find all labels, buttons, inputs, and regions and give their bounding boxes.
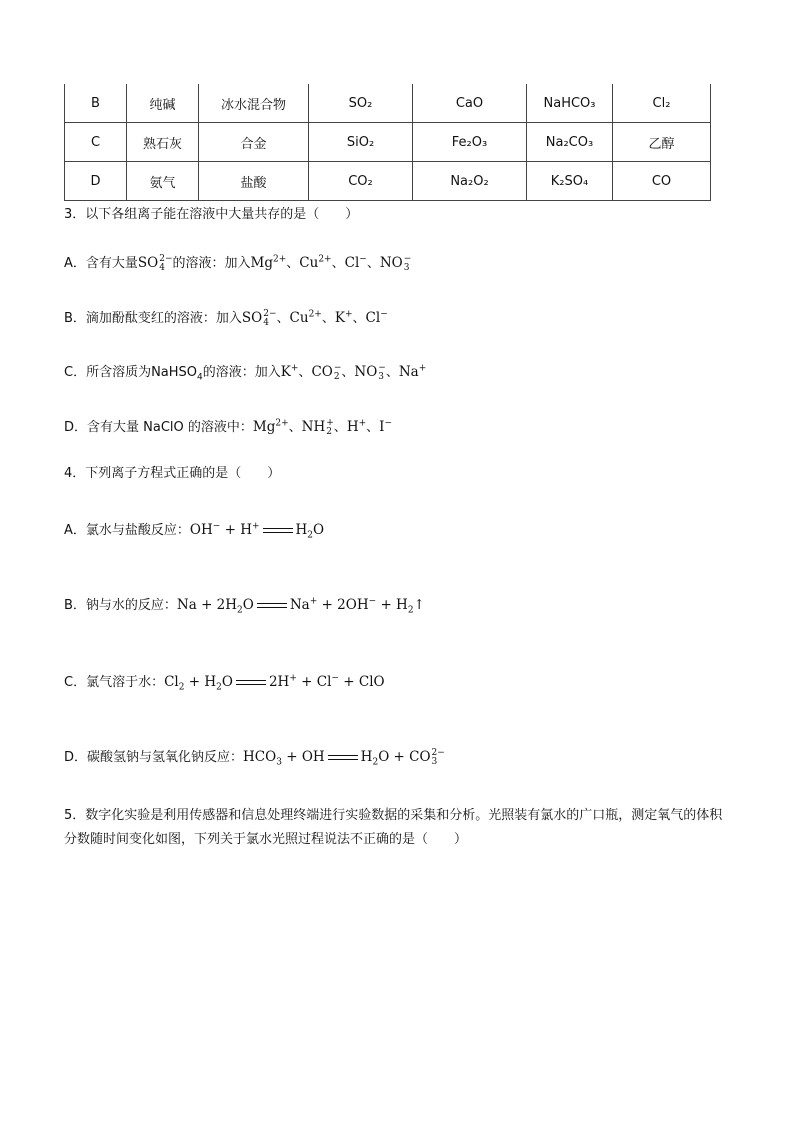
separator: 、 bbox=[366, 256, 380, 271]
q3-option-d: D．含有大量 NaClO 的溶液中：$Mg^{2+}$、NH + 2 、H+、I− bbox=[64, 418, 393, 437]
separator: 、 bbox=[333, 420, 347, 435]
equals-sign bbox=[328, 755, 358, 760]
table-cell: 冰水混合物 bbox=[199, 84, 309, 123]
option-prefix: A．氯水与盐酸反应： bbox=[64, 523, 190, 538]
option-mid: 的溶液：加入 bbox=[202, 365, 281, 380]
q3-option-b: B．滴加酚酞变红的溶液：加入SO 2− 4 、$Cu^{2+}$、K+、Cl− bbox=[64, 309, 388, 328]
separator: 、 bbox=[286, 256, 300, 271]
separator: 、 bbox=[341, 365, 355, 380]
q3-option-c: C．所含溶质为NaHSO$_4$的溶液：加入K+、CO − 2 、NO − 3 、Na+ bbox=[64, 363, 427, 383]
separator: 、 bbox=[331, 256, 345, 271]
option-prefix: A．含有大量 bbox=[64, 256, 138, 271]
separator: 、 bbox=[366, 420, 380, 435]
separator: 、 bbox=[288, 420, 302, 435]
table-cell: Na₂CO₃ bbox=[527, 123, 613, 162]
table-row bbox=[65, 162, 711, 201]
q4-option-c: C．氯气溶于水：$Cl_2 + H_2O$ 2H+ + Cl− + ClO bbox=[64, 673, 385, 693]
option-prefix: C．所含溶质为NaHSO bbox=[64, 365, 198, 380]
table-cell: 盐酸 bbox=[199, 162, 309, 201]
table-cell: 乙醇 bbox=[613, 123, 711, 162]
table-cell: 纯碱 bbox=[127, 84, 199, 123]
equals-sign bbox=[236, 680, 266, 685]
separator: 、 bbox=[298, 365, 312, 380]
q4-option-a: A．氯水与盐酸反应：OH− + H+ $H_2O$ bbox=[64, 521, 325, 541]
table-cell: CO₂ bbox=[309, 162, 413, 201]
separator: 、 bbox=[352, 311, 366, 326]
table-cell: CO bbox=[613, 162, 711, 201]
table-cell: SiO₂ bbox=[309, 123, 413, 162]
table-cell: Na₂O₂ bbox=[413, 162, 527, 201]
separator: 、 bbox=[321, 311, 335, 326]
equals-sign bbox=[263, 528, 293, 533]
table-cell: K₂SO₄ bbox=[527, 162, 613, 201]
option-prefix: D．碳酸氢钠与氢氧化钠反应： bbox=[64, 750, 244, 765]
table-cell: Fe₂O₃ bbox=[413, 123, 527, 162]
table-cell: 熟石灰 bbox=[127, 123, 199, 162]
q4-option-b: B．钠与水的反应：$Na + 2H_2O$ $Na^+ + 2OH^- + H_2↑$ bbox=[64, 596, 425, 616]
row-label: C bbox=[65, 123, 127, 162]
option-prefix: C．氯气溶于水： bbox=[64, 675, 165, 690]
table-row bbox=[65, 84, 711, 123]
q4-stem: 4．下列离子方程式正确的是（ ） bbox=[64, 466, 281, 481]
table-cell: 氨气 bbox=[127, 162, 199, 201]
table-cell: CaO bbox=[413, 84, 527, 123]
table-cell: NaHCO₃ bbox=[527, 84, 613, 123]
table-cell: Cl₂ bbox=[613, 84, 711, 123]
equals-sign bbox=[257, 603, 287, 608]
row-label: D bbox=[65, 162, 127, 201]
table-cell: 合金 bbox=[199, 123, 309, 162]
q3-stem: 3．以下各组离子能在溶液中大量共存的是（ ） bbox=[64, 207, 359, 222]
q5-stem: 5．数字化实验是利用传感器和信息处理终端进行实验数据的采集和分析。光照装有氯水的广口瓶，测定氧气的体积分数随时间变化如图，下列关于氯水光照过程说法不正确的是（ ） bbox=[64, 808, 723, 847]
q3-option-a: A．含有大量SO 2− 4 的溶液：加入$Mg^{2+}$、$Cu^{2+}$、Cl−、NO − 3 bbox=[64, 254, 412, 273]
table-row bbox=[65, 123, 711, 162]
separator: 、 bbox=[385, 365, 399, 380]
option-prefix: D．含有大量 NaClO 的溶液中： bbox=[64, 420, 253, 435]
substance-table bbox=[64, 84, 711, 201]
separator: 、 bbox=[276, 311, 290, 326]
table-cell: SO₂ bbox=[309, 84, 413, 123]
row-label: B bbox=[65, 84, 127, 123]
option-prefix: B．钠与水的反应： bbox=[64, 598, 177, 613]
option-mid: 的溶液：加入 bbox=[172, 256, 251, 271]
q4-option-d: D．碳酸氢钠与氢氧化钠反应：$HCO_3$ + OH $H_2O$ + CO 2− 3 bbox=[64, 748, 445, 768]
option-prefix: B．滴加酚酞变红的溶液：加入 bbox=[64, 311, 242, 326]
